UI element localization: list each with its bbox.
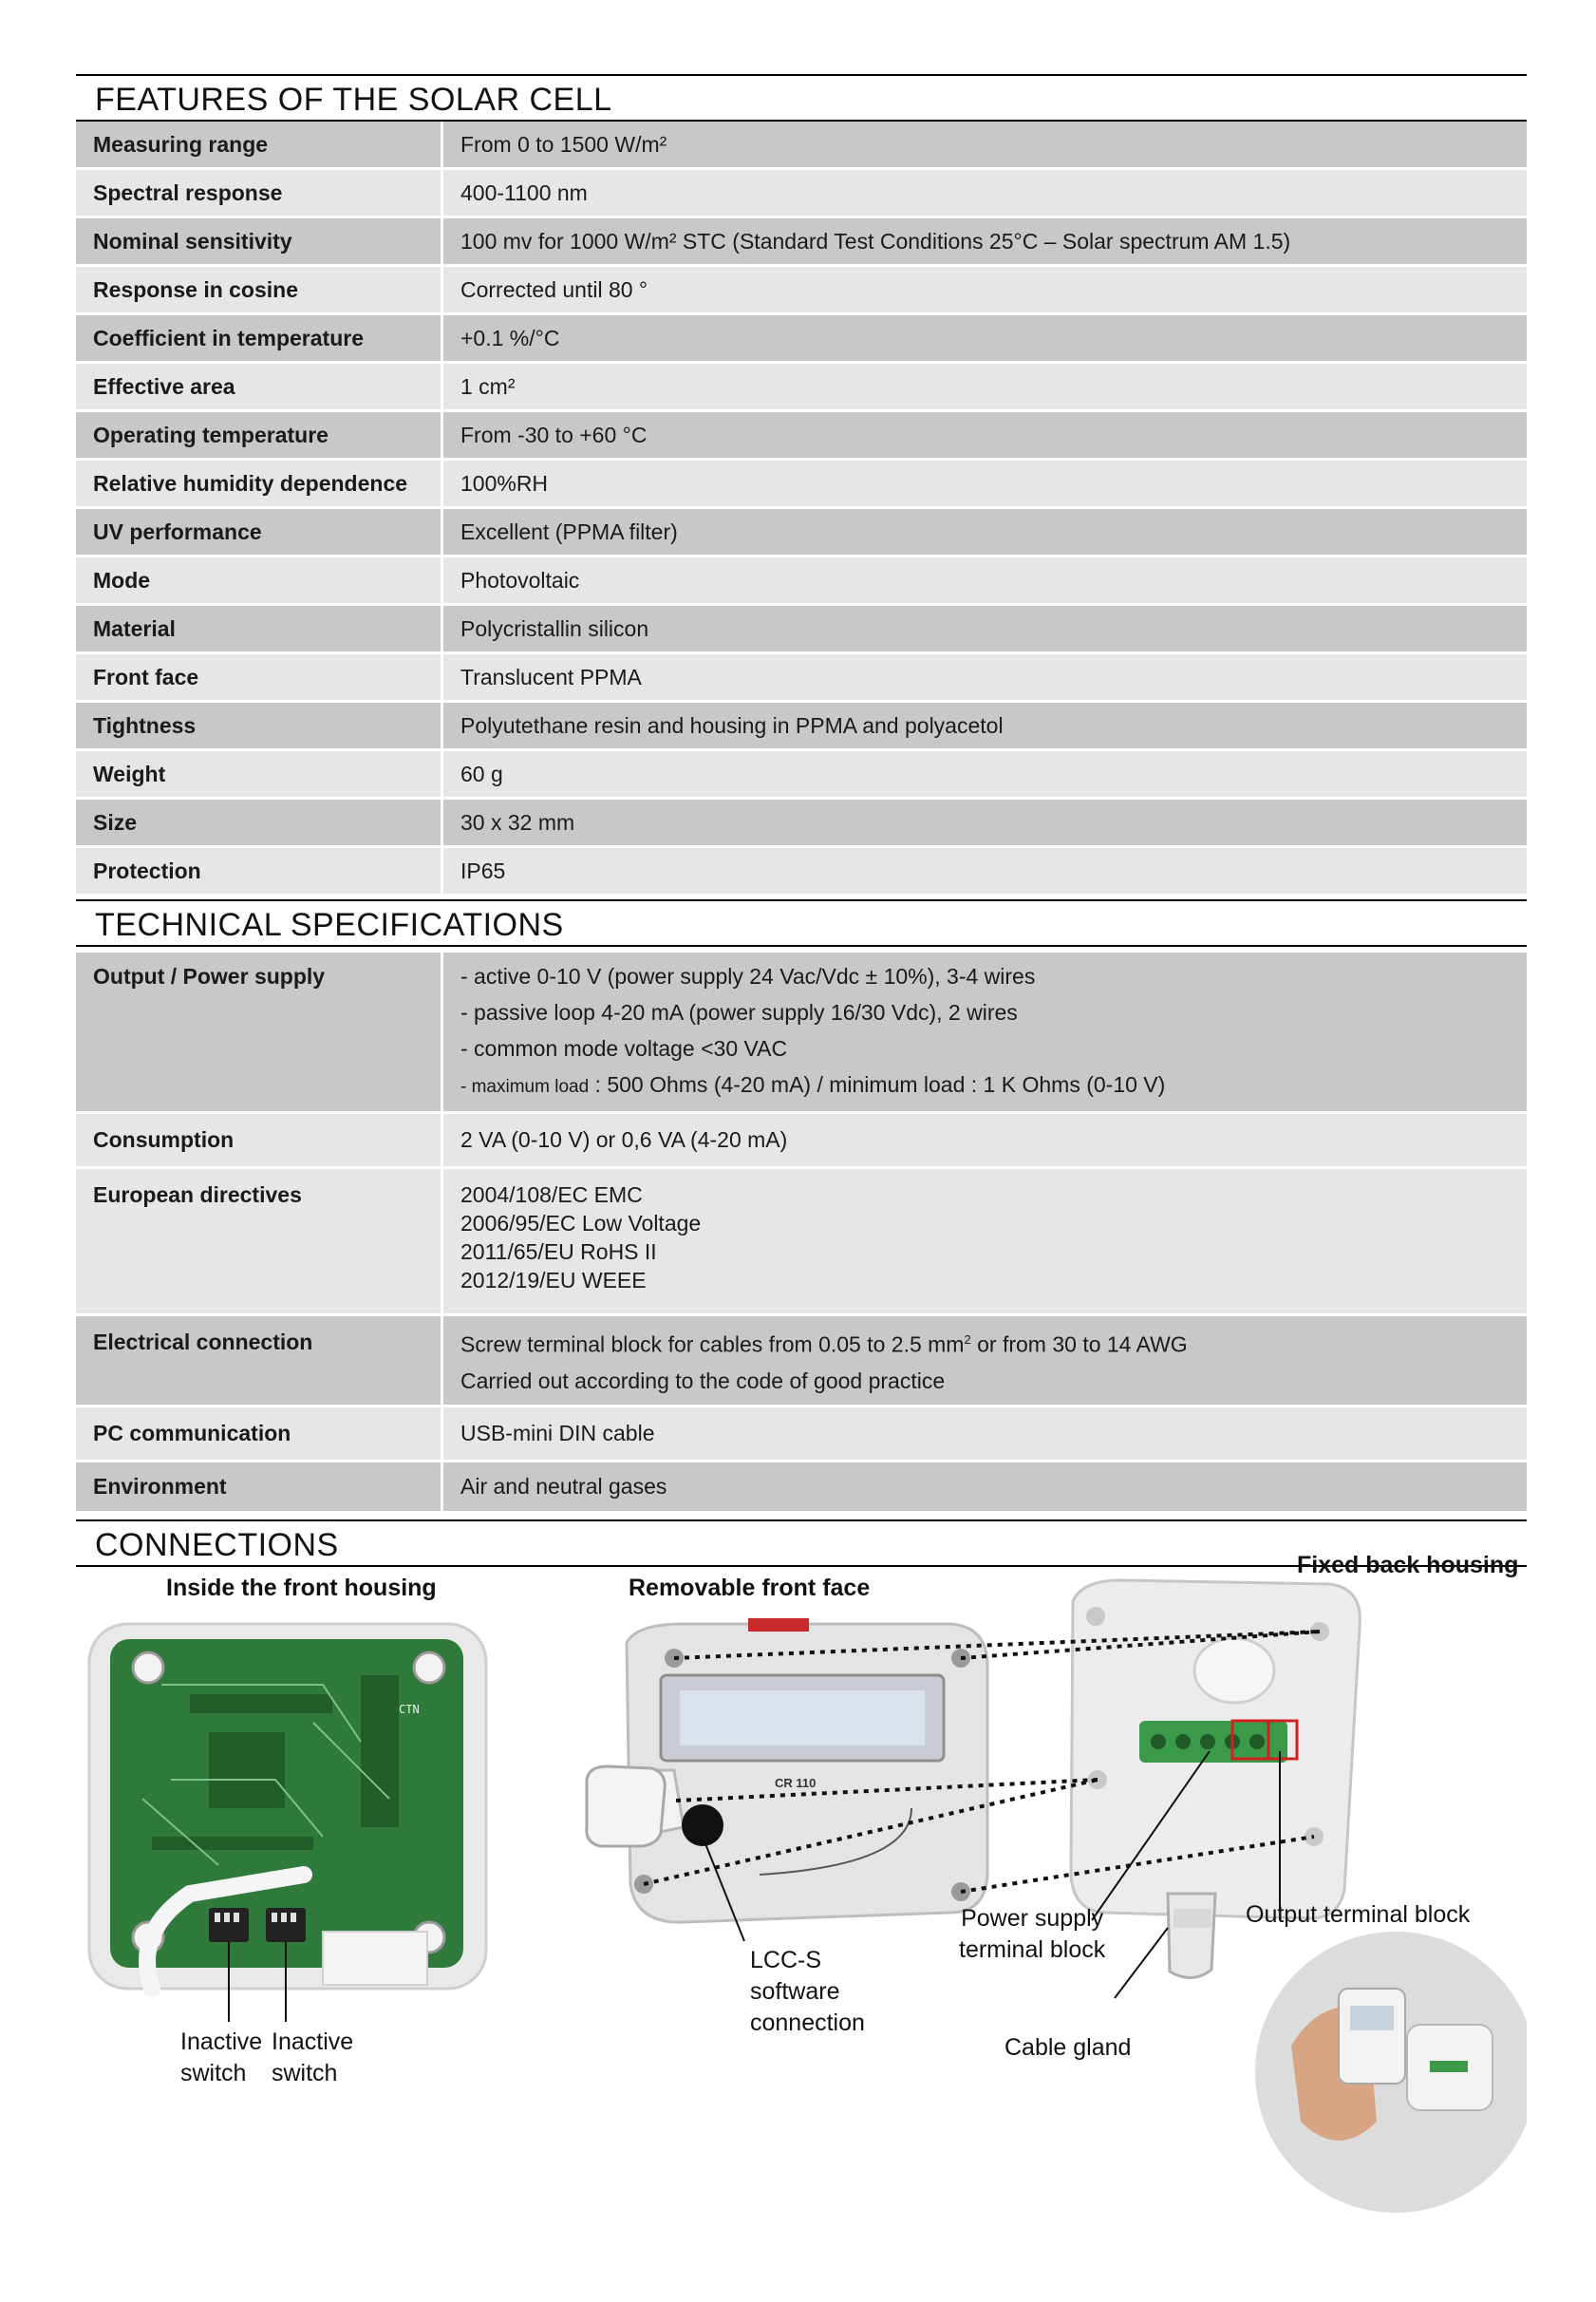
installation-inset-photo: [1255, 1932, 1527, 2213]
spec-label: Tightness: [76, 702, 442, 750]
electrical-text: or from 30 to 14 AWG: [970, 1331, 1188, 1357]
technical-section-title: TECHNICAL SPECIFICATIONS: [76, 899, 1527, 947]
spec-value: From -30 to +60 °C: [442, 411, 1528, 460]
spec-value: IP65: [442, 847, 1528, 896]
spec-value: +0.1 %/°C: [442, 314, 1528, 363]
table-row: [76, 122, 1527, 169]
label-line: switch: [180, 2060, 247, 2086]
table-row: [76, 411, 1527, 460]
table-row: [76, 1406, 1527, 1461]
spec-label: Mode: [76, 557, 442, 605]
label-line: switch: [272, 2060, 338, 2086]
output-line-4: [460, 1066, 1510, 1105]
spec-label: Coefficient in temperature: [76, 314, 442, 363]
electrical-line-2: Carried out according to the code of good practice: [460, 1368, 946, 1393]
table-row: [76, 1113, 1527, 1168]
load-prefix: - maximum load: [460, 1077, 590, 1097]
spec-label: Weight: [76, 750, 442, 799]
spec-label: Front face: [76, 653, 442, 702]
spec-value: USB-mini DIN cable: [442, 1406, 1528, 1461]
output-line-3: - common mode voltage <30 VAC: [460, 1036, 788, 1061]
label-line: Inactive: [180, 2028, 263, 2055]
pcb-label: CTN: [399, 1703, 420, 1716]
label-line: connection: [750, 2010, 865, 2036]
electrical-line-1: [460, 1322, 1510, 1363]
lcc-s-label: [750, 1945, 865, 2039]
removable-front-photo: [587, 1618, 987, 1922]
spec-value: 30 x 32 mm: [442, 799, 1528, 847]
superscript: 2: [964, 1332, 971, 1347]
spec-value: Corrected until 80 °: [442, 266, 1528, 314]
directive-line: 2004/108/EC EMC: [460, 1182, 643, 1207]
spec-value: Photovoltaic: [442, 557, 1528, 605]
spec-label: Environment: [76, 1461, 442, 1512]
inactive-switch-label-2: [272, 2027, 353, 2089]
front-housing-photo: [89, 1624, 486, 1989]
spec-value: Excellent (PPMA filter): [442, 508, 1528, 557]
fixed-back-label: Fixed back housing: [1297, 1552, 1519, 1578]
spec-value: [442, 953, 1528, 1113]
inside-front-label: Inside the front housing: [166, 1575, 437, 1601]
connections-figure: [76, 1552, 1527, 2302]
spec-value: 1 cm²: [442, 363, 1528, 411]
table-row: [76, 508, 1527, 557]
directive-line: 2012/19/EU WEEE: [460, 1268, 647, 1293]
table-row: [76, 653, 1527, 702]
label-line: Inactive: [272, 2028, 354, 2055]
features-table: [76, 122, 1527, 896]
label-line: Power supply: [961, 1905, 1104, 1932]
table-row: [76, 314, 1527, 363]
spec-value: Polycristallin silicon: [442, 605, 1528, 653]
spec-value: Polyutethane resin and housing in PPMA and polyacetol: [442, 702, 1528, 750]
spec-label: Spectral response: [76, 169, 442, 217]
table-row: [76, 266, 1527, 314]
datasheet-page: [76, 74, 1527, 1567]
spec-value: 60 g: [442, 750, 1528, 799]
table-row: [76, 557, 1527, 605]
spec-label: UV performance: [76, 508, 442, 557]
spec-value: Translucent PPMA: [442, 653, 1528, 702]
connections-section-title: CONNECTIONS: [76, 1519, 1527, 1567]
spec-label: Consumption: [76, 1113, 442, 1168]
inactive-switch-label-1: [180, 2027, 262, 2089]
directive-line: 2011/65/EU RoHS II: [460, 1239, 657, 1264]
output-line-1: - active 0-10 V (power supply 24 Vac/Vdc ± 10%), 3-4 wires: [460, 964, 1036, 989]
spec-value: [442, 1168, 1528, 1315]
spec-value: 2 VA (0-10 V) or 0,6 VA (4-20 mA): [442, 1113, 1528, 1168]
device-brand: CR 110: [775, 1776, 817, 1790]
spec-value: 100 mv for 1000 W/m² STC (Standard Test Conditions 25°C – Solar spectrum AM 1.5): [442, 217, 1528, 266]
spec-value: 100%RH: [442, 460, 1528, 508]
table-row: [76, 460, 1527, 508]
spec-label: Nominal sensitivity: [76, 217, 442, 266]
spec-value: From 0 to 1500 W/m²: [442, 122, 1528, 169]
spec-value: 400-1100 nm: [442, 169, 1528, 217]
technical-table: [76, 953, 1527, 1514]
load-rest: : 500 Ohms (4-20 mA) / minimum load : 1 K Ohms (0-10 V): [589, 1072, 1166, 1097]
spec-label: Size: [76, 799, 442, 847]
spec-label: Protection: [76, 847, 442, 896]
spec-label: Output / Power supply: [76, 953, 442, 1113]
table-row: [76, 1315, 1527, 1406]
table-row: [76, 605, 1527, 653]
spec-label: PC communication: [76, 1406, 442, 1461]
table-row: [76, 363, 1527, 411]
spec-value: [442, 1315, 1528, 1406]
spec-label: Effective area: [76, 363, 442, 411]
output-terminal-label: Output terminal block: [1246, 1901, 1471, 1928]
table-row: [76, 702, 1527, 750]
directive-line: 2006/95/EC Low Voltage: [460, 1211, 702, 1236]
output-line-2: - passive loop 4-20 mA (power supply 16/30 Vdc), 2 wires: [460, 1000, 1018, 1025]
table-row: [76, 750, 1527, 799]
removable-front-label: Removable front face: [629, 1575, 871, 1601]
features-section-title: FEATURES OF THE SOLAR CELL: [76, 74, 1527, 122]
label-line: LCC-S: [750, 1947, 822, 1973]
label-line: software: [750, 1978, 840, 2005]
electrical-text: Screw terminal block for cables from 0.05 to 2.5 mm: [460, 1331, 965, 1357]
spec-label: Measuring range: [76, 122, 442, 169]
table-row: [76, 217, 1527, 266]
spec-label: Response in cosine: [76, 266, 442, 314]
table-row: [76, 799, 1527, 847]
spec-label: Operating temperature: [76, 411, 442, 460]
power-supply-label: [959, 1903, 1105, 1966]
table-row: [76, 169, 1527, 217]
label-line: terminal block: [959, 1936, 1106, 1963]
table-row: [76, 1168, 1527, 1315]
table-row: [76, 847, 1527, 896]
spec-label: Material: [76, 605, 442, 653]
spec-label: Relative humidity dependence: [76, 460, 442, 508]
cable-gland-label: Cable gland: [1005, 2034, 1132, 2061]
table-row: [76, 953, 1527, 1113]
spec-label: European directives: [76, 1168, 442, 1315]
spec-label: Electrical connection: [76, 1315, 442, 1406]
table-row: [76, 1461, 1527, 1512]
spec-value: Air and neutral gases: [442, 1461, 1528, 1512]
